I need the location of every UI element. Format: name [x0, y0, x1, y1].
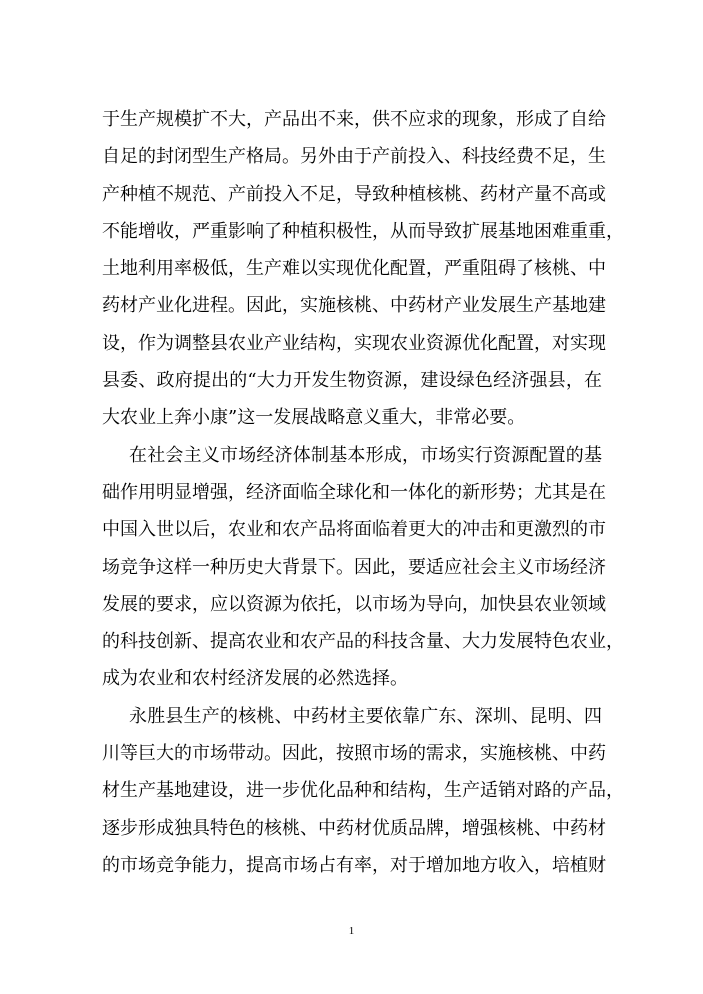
- paragraph-3-line-4: 逐步形成独具特色的核桃、中药材优质品牌，增强核桃、中药材: [102, 817, 606, 839]
- paragraph-2-line-4: 场竞争这样一种历史大背景下。因此，要适应社会主义市场经济: [102, 556, 606, 578]
- paragraph-2-line-2: 础作用明显增强，经济面临全球化和一体化的新形势；尤其是在: [102, 481, 606, 503]
- paragraph-3-line-5: 的市场竞争能力，提高市场占有率，对于增加地方收入，培植财: [102, 854, 606, 876]
- paragraph-1-line-1: 于生产规模扩不大，产品出不来，供不应求的现象，形成了自给: [102, 109, 606, 130]
- paragraph-1-line-7: 设，作为调整县农业产业结构，实现农业资源优化配置，对实现: [102, 332, 606, 354]
- paragraph-3-line-3: 材生产基地建设，进一步优化品种和结构，生产适销对路的产品，: [102, 780, 624, 802]
- paragraph-1-line-9: 大农业上奔小康”这一发展战略意义重大，非常必要。: [102, 407, 526, 429]
- paragraph-2-line-7: 成为农业和农村经济发展的必然选择。: [102, 668, 408, 690]
- paragraph-1-line-8: 县委、政府提出的“大力开发生物资源，建设绿色经济强县，在: [102, 370, 602, 392]
- body-text: [102, 101, 624, 884]
- paragraph-2-line-1: 在社会主义市场经济体制基本形成，市场实行资源配置的基: [129, 444, 602, 466]
- paragraph-2-line-6: 的科技创新、提高农业和农产品的科技含量、大力发展特色农业，: [102, 631, 624, 653]
- page-number: 1: [348, 925, 355, 937]
- paragraph-1-line-2: 自足的封闭型生产格局。另外由于产前投入、科技经费不足，生: [102, 146, 606, 168]
- paragraph-3-line-2: 川等巨大的市场带动。因此，按照市场的需求，实施核桃、中药: [102, 743, 606, 765]
- paragraph-1-line-4: 不能增收，严重影响了种植积极性，从而导致扩展基地困难重重，: [102, 220, 624, 242]
- paragraph-2-line-3: 中国入世以后，农业和农产品将面临着更大的冲击和更激烈的市: [102, 519, 606, 541]
- paragraph-3-line-1: 永胜县生产的核桃、中药材主要依靠广东、深圳、昆明、四: [129, 705, 602, 727]
- paragraph-2-line-5: 发展的要求，应以资源为依托，以市场为导向，加快县农业领域: [102, 593, 606, 615]
- paragraph-1-line-5: 土地利用率极低，生产难以实现优化配置，严重阻碍了核桃、中: [102, 258, 606, 280]
- paragraph-1-line-6: 药材产业化进程。因此，实施核桃、中药材产业发展生产基地建: [102, 295, 606, 317]
- paragraph-1-line-3: 产种植不规范、产前投入不足，导致种植核桃、药材产量不高或: [102, 183, 606, 205]
